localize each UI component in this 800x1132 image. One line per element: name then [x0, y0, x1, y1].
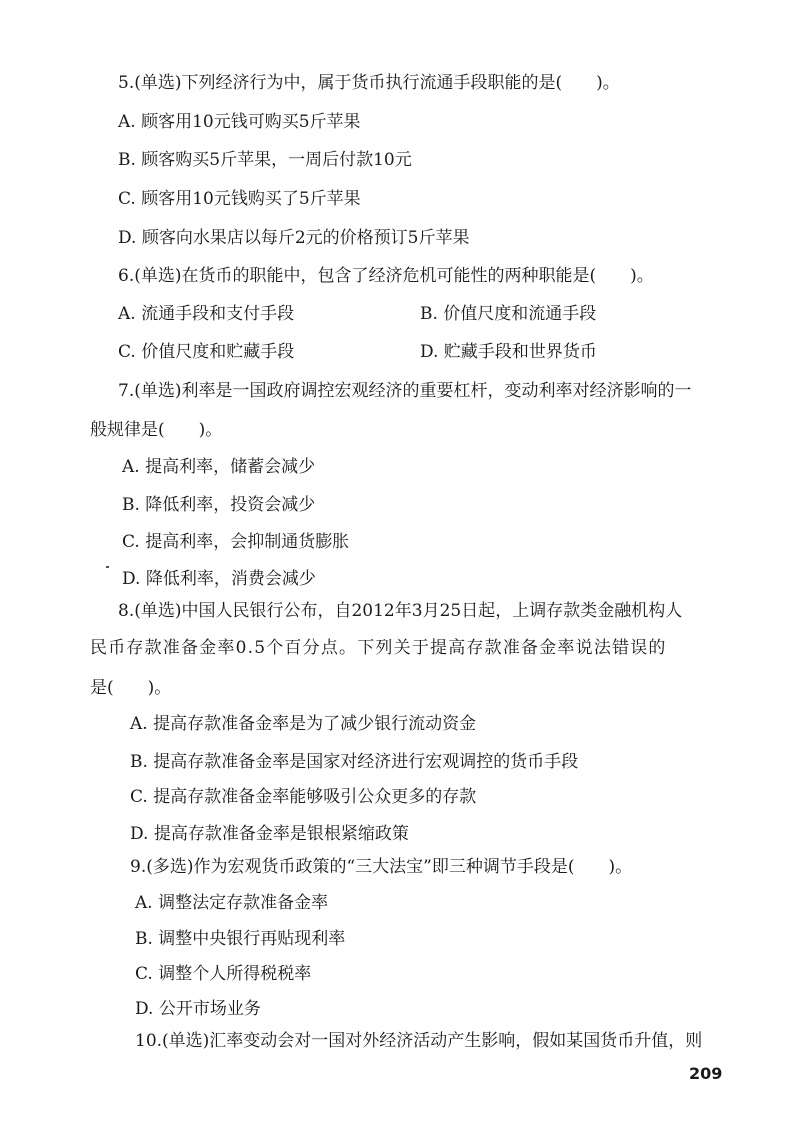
question-9-stem: 9.(多选)作为宏观货币政策的“三大法宝”即三种调节手段是( )。: [130, 857, 633, 877]
question-7-option-b: B. 降低利率，投资会减少: [122, 495, 316, 515]
question-10-stem: 10.(单选)汇率变动会对一国对外经济活动产生影响，假如某国货币升值，则: [135, 1031, 703, 1051]
question-7-option-a: A. 提高利率，储蓄会减少: [122, 457, 316, 477]
question-8-stem-line-1: 8.(单选)中国人民银行公布，自2012年3月25日起，上调存款类金融机构人: [118, 601, 683, 621]
question-6-option-b: B. 价值尺度和流通手段: [420, 304, 597, 324]
question-9-option-a: A. 调整法定存款准备金率: [135, 893, 329, 913]
page-number: 209: [689, 1064, 723, 1083]
question-5-option-c: C. 顾客用10元钱购买了5斤苹果: [118, 189, 361, 209]
question-6-option-c: C. 价值尺度和贮藏手段: [118, 342, 295, 362]
question-6-stem: 6.(单选)在货币的职能中，包含了经济危机可能性的两种职能是( )。: [118, 266, 654, 286]
question-8-option-c: C. 提高存款准备金率能够吸引公众更多的存款: [130, 787, 477, 807]
question-7-option-d: D. 降低利率，消费会减少: [122, 569, 316, 589]
question-5-option-a: A. 顾客用10元钱可购买5斤苹果: [118, 112, 361, 132]
question-9-option-c: C. 调整个人所得税税率: [135, 964, 312, 984]
question-8-option-b: B. 提高存款准备金率是国家对经济进行宏观调控的货币手段: [130, 752, 579, 772]
question-5-option-b: B. 顾客购买5斤苹果，一周后付款10元: [118, 150, 412, 170]
question-6-option-a: A. 流通手段和支付手段: [118, 304, 295, 324]
question-8-option-a: A. 提高存款准备金率是为了减少银行流动资金: [130, 714, 477, 734]
question-8-stem-line-2: 民币存款准备金率0.5个百分点。下列关于提高存款准备金率说法错误的: [90, 638, 667, 658]
question-5-stem: 5.(单选)下列经济行为中，属于货币执行流通手段职能的是( )。: [118, 73, 620, 93]
question-9-option-d: D. 公开市场业务: [135, 999, 261, 1019]
question-6-option-d: D. 贮藏手段和世界货币: [420, 342, 597, 362]
question-7-stem-line-2: 般规律是( )。: [90, 420, 223, 440]
question-7-option-c: C. 提高利率，会抑制通货膨胀: [122, 532, 350, 552]
question-5-option-d: D. 顾客向水果店以每斤2元的价格预订5斤苹果: [118, 228, 470, 248]
question-7-stem-line-1: 7.(单选)利率是一国政府调控宏观经济的重要杠杆，变动利率对经济影响的一: [118, 381, 692, 401]
question-8-option-d: D. 提高存款准备金率是银根紧缩政策: [130, 824, 409, 844]
question-9-option-b: B. 调整中央银行再贴现利率: [135, 929, 346, 949]
question-8-stem-line-3: 是( )。: [90, 678, 172, 698]
scan-speck: [106, 566, 109, 568]
